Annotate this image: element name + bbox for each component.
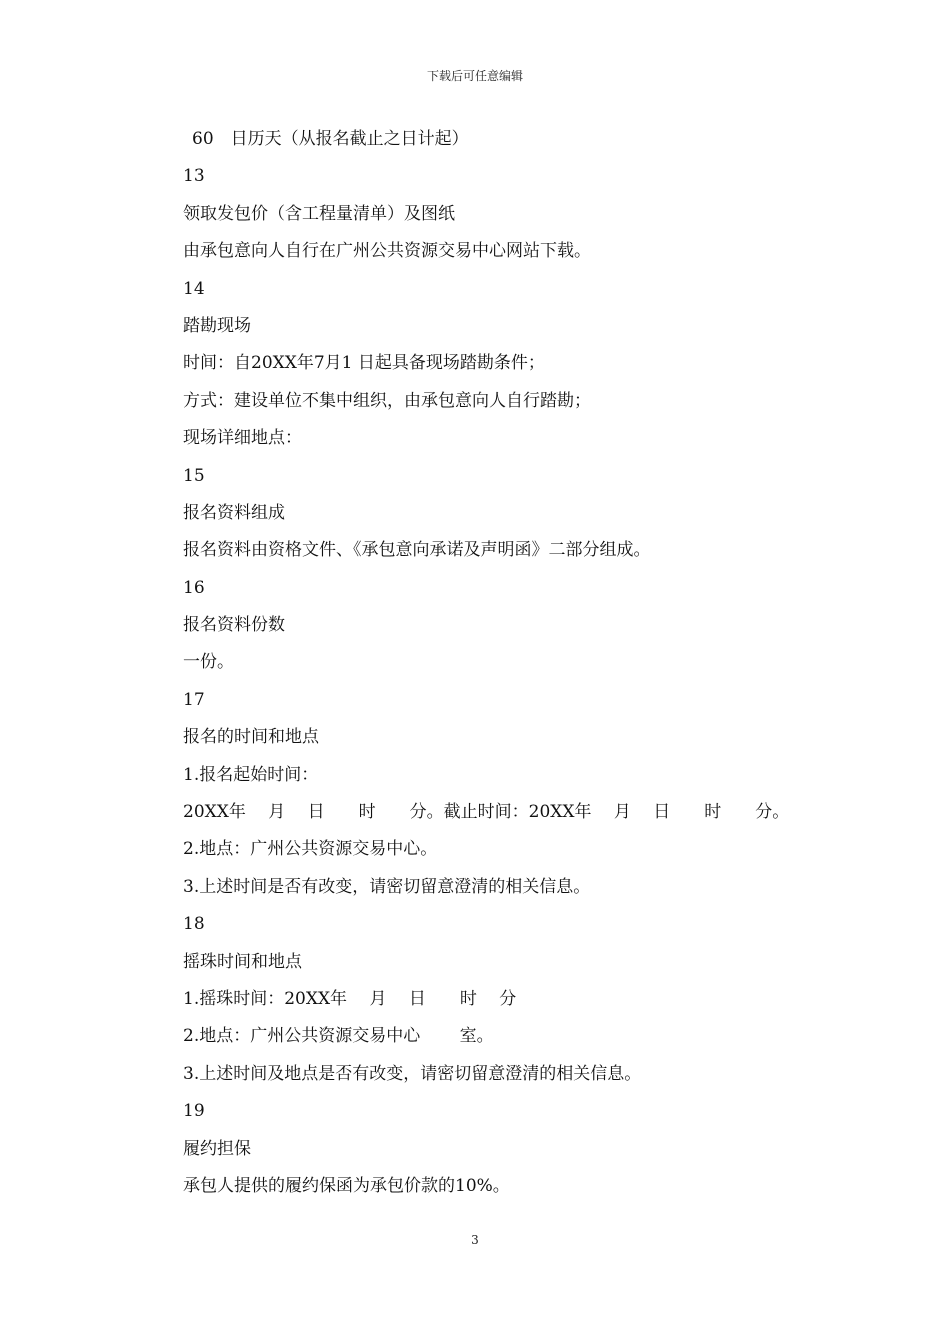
text-line: 方式：建设单位不集中组织，由承包意向人自行踏勘； xyxy=(183,390,591,411)
text-line: 19 xyxy=(183,1101,205,1122)
text-line: 60 日历天（从报名截止之日计起） xyxy=(192,129,469,149)
text-line: 20XX年 月 日 时 分。截止时间：20XX年 月 日 时 分。 xyxy=(183,802,790,823)
text-line: 现场详细地点： xyxy=(183,428,302,449)
text-line: 报名资料组成 xyxy=(183,502,285,523)
text-line: 承包人提供的履约保函为承包价款的10%。 xyxy=(183,1175,510,1196)
text-line: 报名的时间和地点 xyxy=(183,727,319,748)
text-line: 摇珠时间和地点 xyxy=(183,951,302,972)
text-line: 由承包意向人自行在广州公共资源交易中心网站下载。 xyxy=(183,241,591,262)
page-number: 3 xyxy=(471,1233,479,1247)
text-line: 14 xyxy=(183,278,205,299)
text-line: 17 xyxy=(183,689,205,710)
text-line: 3.上述时间及地点是否有改变，请密切留意澄清的相关信息。 xyxy=(183,1063,642,1084)
text-line: 领取发包价（含工程量清单）及图纸 xyxy=(183,203,455,224)
text-line: 16 xyxy=(183,577,205,598)
text-line: 18 xyxy=(183,914,205,935)
text-line: 履约担保 xyxy=(183,1138,251,1159)
text-line: 2.地点：广州公共资源交易中心 室。 xyxy=(183,1026,494,1047)
page-header: 下载后可任意编辑 xyxy=(426,69,523,83)
text-line: 报名资料由资格文件、《承包意向承诺及声明函》二部分组成。 xyxy=(183,540,651,561)
text-line: 报名资料份数 xyxy=(183,615,285,636)
text-line: 13 xyxy=(183,166,205,187)
text-line: 1.报名起始时间： xyxy=(183,764,319,785)
text-line: 15 xyxy=(183,465,205,486)
text-line: 1.摇珠时间：20XX年 月 日 时 分 xyxy=(183,988,517,1009)
text-line: 一份。 xyxy=(183,652,234,673)
document-body xyxy=(183,124,863,1208)
text-line: 2.地点：广州公共资源交易中心。 xyxy=(183,839,438,860)
text-line: 踏勘现场 xyxy=(183,315,251,336)
text-line: 3.上述时间是否有改变，请密切留意澄清的相关信息。 xyxy=(183,876,591,897)
text-line: 时间：自20XX年7月1 日起具备现场踏勘条件； xyxy=(183,353,545,374)
